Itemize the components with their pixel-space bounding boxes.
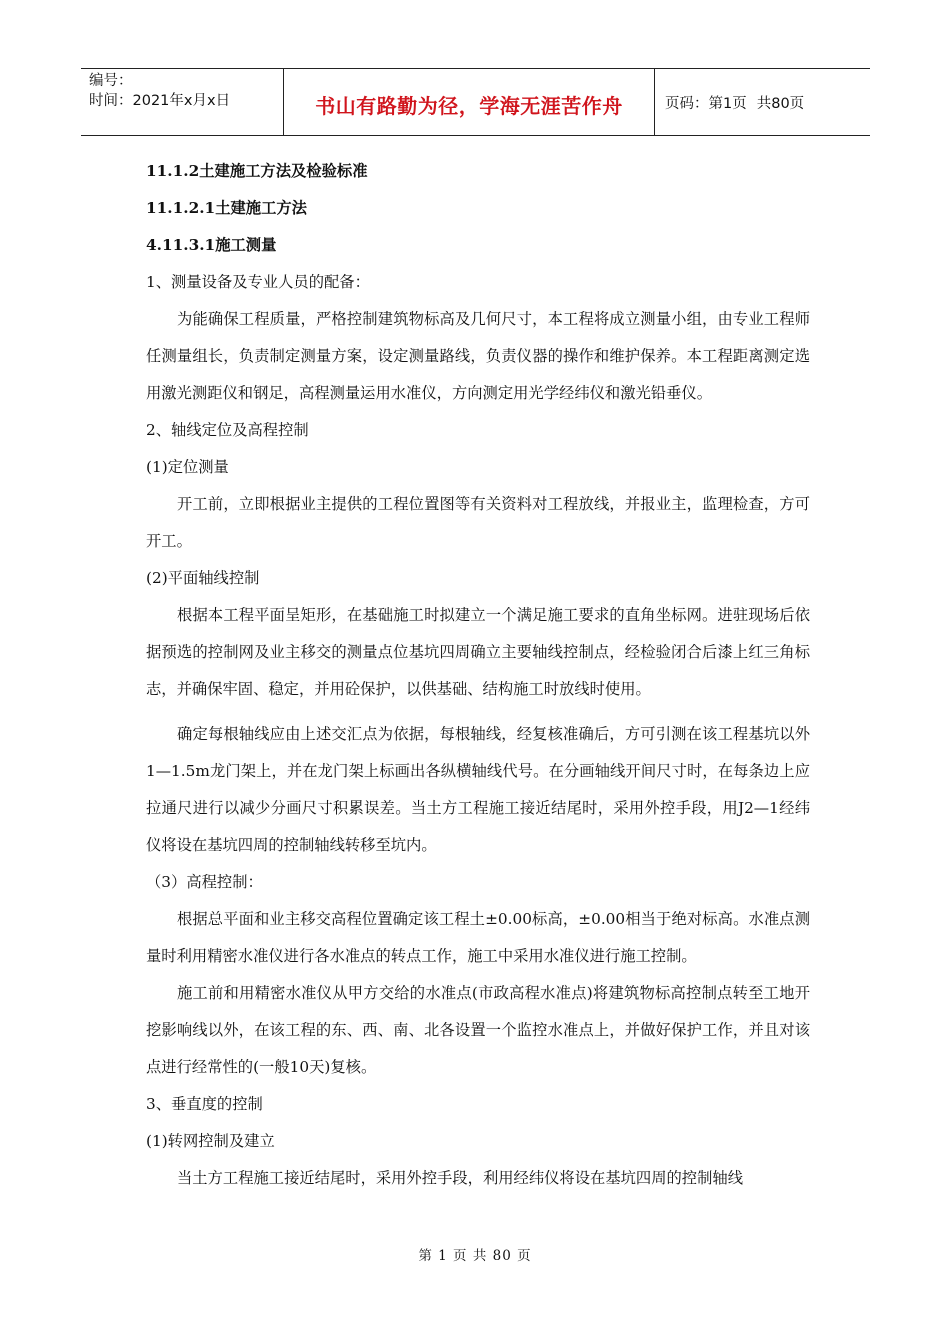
paragraph: 根据总平面和业主移交高程位置确定该工程土±0.00标高，±0.00相当于绝对标高。水准点测量时利用精密水准仪进行各水准点的转点工作，施工中采用水准仪进行施工控制。 — [146, 910, 810, 965]
paragraph: 开工前，立即根据业主提供的工程位置图等有关资料对工程放线，并报业主，监理检查，方可开工。 — [146, 495, 810, 550]
document-header — [81, 68, 870, 136]
subsection-title: 3、垂直度的控制 — [146, 1095, 263, 1113]
subsection-title: 2、轴线定位及高程控制 — [146, 421, 309, 439]
section-heading-3: 4.11.3.1施工测量 — [146, 236, 277, 254]
header-page-cell — [655, 69, 870, 135]
page-number-label: 页码：第1页 — [665, 95, 747, 112]
time-label: 时间：2021年x月x日 — [89, 93, 231, 109]
subsection-title: (1)定位测量 — [146, 458, 229, 476]
section-heading-2: 11.1.2.1土建施工方法 — [146, 199, 307, 217]
page-footer: 第 1 页 共 80 页 — [418, 1248, 532, 1264]
subsection-title: (1)转网控制及建立 — [146, 1132, 275, 1150]
paragraph: 根据本工程平面呈矩形，在基础施工时拟建立一个满足施工要求的直角坐标网。进驻现场后依据预选的控制网及业主移交的测量点位基坑四周确立主要轴线控制点，经检验闭合后漆上红三角标志，并确保牢固、稳定，并用砼保护，以供基础、结构施工时放线时使用。 — [146, 606, 810, 698]
paragraph-gap — [146, 708, 810, 716]
page-total-label: 共80页 — [756, 95, 805, 112]
subsection-title: (2)平面轴线控制 — [146, 569, 260, 587]
motto-text: 书山有路勤为径，学海无涯苦作舟 — [315, 93, 623, 118]
section-heading-1: 11.1.2土建施工方法及检验标准 — [146, 162, 368, 180]
paragraph: 施工前和用精密水准仪从甲方交给的水准点(市政高程水准点)将建筑物标高控制点转至工地开挖影响线以外，在该工程的东、西、南、北各设置一个监控水准点上，并做好保护工作，并且对该点进行经常性的(一般10天)复核。 — [146, 984, 810, 1076]
paragraph: 当土方工程施工接近结尾时，采用外控手段，利用经纬仪将设在基坑四周的控制轴线 — [177, 1169, 743, 1187]
paragraph: 为能确保工程质量，严格控制建筑物标高及几何尺寸，本工程将成立测量小组，由专业工程师任测量组长，负责制定测量方案，设定测量路线，负责仪器的操作和维护保养。本工程距离测定选用激光测距仪和钢足，高程测量运用水准仪，方向测定用光学经纬仪和激光铅垂仪。 — [146, 310, 810, 402]
subsection-title: 1、测量设备及专业人员的配备： — [146, 273, 370, 291]
paragraph: 确定每根轴线应由上述交汇点为依据，每根轴线，经复核准确后，方可引测在该工程基坑以外1—1.5m龙门架上，并在龙门架上标画出各纵横轴线代号。在分画轴线开间尺寸时，在每条边上应拉通尺进行以减少分画尺寸积累误差。当土方工程施工接近结尾时，采用外控手段，用J2—1经纬仪将设在基坑四周的控制轴线转移至坑内。 — [146, 725, 810, 854]
header-left-cell — [81, 69, 283, 135]
number-label: 编号： — [89, 73, 133, 89]
header-motto-cell — [283, 69, 655, 135]
document-body — [146, 153, 810, 1197]
subsection-title: （3）高程控制： — [146, 873, 263, 891]
